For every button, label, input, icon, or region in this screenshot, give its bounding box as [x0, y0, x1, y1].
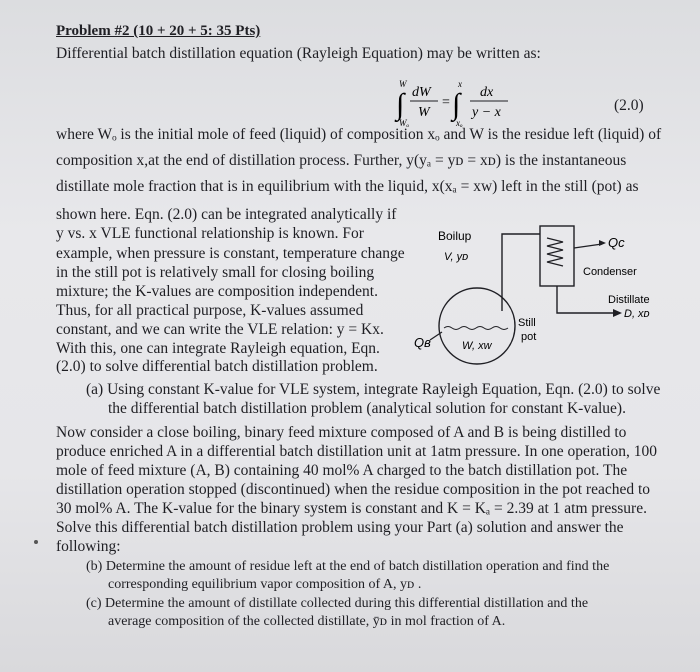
paragraph-2-line-2: produce enriched A in a differential batch distillation unit at 1atm pressure. In one operation, 100 — [56, 443, 658, 460]
vapor-line — [502, 234, 540, 311]
paragraph-1-line-8: mixture; the K-values are composition independent. — [56, 283, 378, 300]
qc-arrow — [574, 244, 602, 248]
intro-text: Differential batch distillation equation (Rayleigh Equation) may be written as: — [56, 45, 541, 62]
paragraph-1-line-6: example, when pressure is constant, temperature change — [56, 245, 405, 262]
qb-label: Qʙ — [414, 335, 431, 350]
paragraph-1-line-7: in the still pot is relatively small for closing boiling — [56, 264, 375, 281]
paragraph-2-line-6: Solve this differential batch distillation problem using your Part (a) solution and answer the — [56, 519, 624, 536]
eq-equals: = — [442, 95, 450, 110]
paragraph-2-line-5: 30 mol% A. The K-value for the binary system is constant and K = Kₐ = 2.39 at 1 atm pressure. — [56, 500, 647, 517]
distillate-label: Distillate — [608, 294, 650, 306]
paragraph-1-line-12: (2.0) to solve differential batch distillation problem. — [56, 358, 378, 375]
pot-content-label: W, xᴡ — [462, 340, 492, 352]
still-label: Still — [518, 317, 536, 329]
paragraph-2-line-1: Now consider a close boiling, binary feed mixture composed of A and B is being distilled to — [56, 424, 627, 441]
batch-distillation-diagram — [402, 216, 700, 386]
equation-number: (2.0) — [614, 97, 644, 114]
eq-upper-left: W — [399, 79, 407, 89]
eq-den-right: y − x — [472, 105, 501, 120]
eq-upper-right: x — [458, 79, 462, 89]
rayleigh-equation — [390, 78, 520, 128]
qc-label: Qᴄ — [608, 235, 625, 250]
paragraph-1-line-11: With this, one can integrate Rayleigh equation, Eqn. — [56, 340, 380, 357]
paragraph-2-line-4: distillation operation stopped (discontinued) when the residue composition in the pot reached to — [56, 481, 651, 498]
part-c-line-1: (c) Determine the amount of distillate collected during this differential distillation and the — [86, 596, 589, 611]
eq-num-right: dx — [480, 85, 494, 100]
coil-icon — [547, 238, 563, 266]
paragraph-1-line-10: constant, and we can write the VLE relation: y = Kx. — [56, 321, 384, 338]
paragraph-1-line-1: where Wₒ is the initial mole of feed (liquid) of composition xₒ and W is the residue left (liquid) of — [56, 126, 662, 143]
margin-dot — [34, 540, 38, 544]
integral-left: ∫ — [396, 88, 405, 121]
distillate-flow-label: D, xᴅ — [624, 308, 650, 320]
part-a-line-2: the differential batch distillation problem (analytical solution for constant K-value). — [108, 400, 626, 417]
paragraph-2-line-3: mole of feed mixture (A, B) containing 40 mol% A charged to the batch distillation pot. The — [56, 462, 628, 479]
condenser-label: Condenser — [583, 266, 637, 278]
part-c-line-2: average composition of the collected distillate, ȳᴅ in mol fraction of A. — [108, 614, 506, 629]
part-a-line-1: (a) Using constant K-value for VLE system, integrate Rayleigh Equation, Eqn. (2.0) to solve — [86, 381, 661, 398]
liquid-surface — [444, 327, 508, 330]
paragraph-1-line-4: shown here. Eqn. (2.0) can be integrated analytically if — [56, 206, 397, 223]
pot-label: pot — [521, 331, 537, 343]
paragraph-1-line-3: distillate mole fraction that is in equilibrium with the liquid, x(xₐ = xᴡ) left in the still (pot) as — [56, 178, 639, 195]
eq-num-left: dW — [412, 85, 431, 100]
paragraph-1-line-9: Thus, for all practical purpose, K-values assumed — [56, 302, 364, 319]
problem-title: Problem #2 (10 + 20 + 5: 35 Pts) — [56, 23, 261, 39]
distillate-line — [557, 286, 614, 313]
eq-lower-left: Wₒ — [399, 118, 410, 128]
eq-den-left: W — [418, 105, 430, 120]
part-b-line-2: corresponding equilibrium vapor composition of A, yᴅ . — [108, 577, 422, 592]
distillate-arrowhead — [613, 309, 622, 317]
paragraph-1-line-5: y vs. x VLE functional relationship is known. For — [56, 225, 364, 242]
paragraph-1-line-2: composition x,at the end of distillation process. Further, y(yₐ = yᴅ = xᴅ) is the instantaneous — [56, 152, 627, 169]
boilup-label: Boilup — [438, 229, 472, 243]
still-pot — [439, 288, 515, 364]
eq-lower-right: xₒ — [456, 118, 463, 128]
part-b-line-1: (b) Determine the amount of residue left at the end of batch distillation operation and find the — [86, 559, 610, 574]
integral-right: ∫ — [452, 88, 461, 121]
qc-arrowhead — [599, 240, 606, 246]
paragraph-2-line-7: following: — [56, 538, 121, 555]
boilup-flow-label: V, yᴅ — [444, 251, 469, 263]
